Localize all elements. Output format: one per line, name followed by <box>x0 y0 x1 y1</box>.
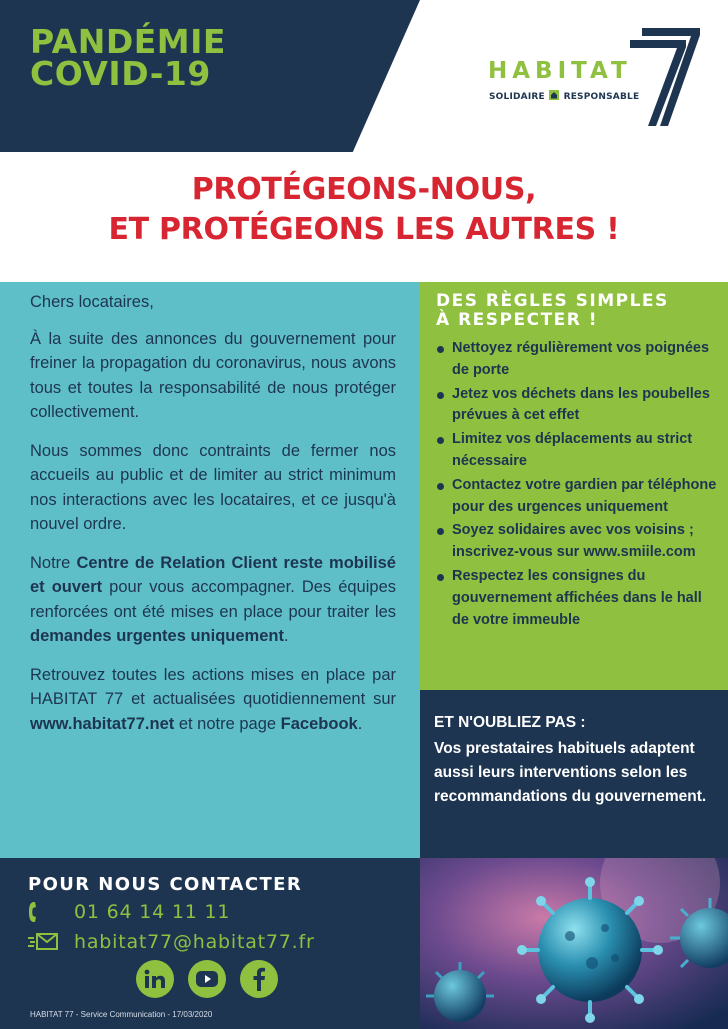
p3-bold-urgent: demandes urgentes uniquement <box>30 627 284 645</box>
logo-tagline <box>489 90 639 102</box>
p3-text-a: Notre <box>30 553 77 572</box>
rule-item: Contactez votre gardien par téléphone pour des urgences uniquement <box>436 475 722 519</box>
rules-title-line-2: À RESPECTER ! <box>436 310 599 330</box>
phone-number[interactable]: 01 64 14 11 11 <box>74 901 231 923</box>
reminder-title: ET N'OUBLIEZ PAS : <box>434 714 586 731</box>
rule-item: Limitez vos déplacements au strict nécessaire <box>436 429 722 473</box>
website-link[interactable]: www.habitat77.net <box>30 714 175 733</box>
title-line-2: COVID-19 <box>30 54 211 93</box>
reminder-text: Vos prestataires habituels adaptent aussi leurs interventions selon les recommandations du gouvernement. <box>434 740 707 805</box>
envelope-icon <box>28 930 62 954</box>
logo-tagline-left: SOLIDAIRE <box>489 92 545 102</box>
headline <box>0 170 728 250</box>
title-line-1: PANDÉMIE <box>30 22 226 61</box>
rule-item: Jetez vos déchets dans les poubelles prévues à cet effet <box>436 384 722 428</box>
rules-panel <box>420 282 728 690</box>
phone-icon <box>28 900 62 924</box>
rule-item: Respectez les consignes du gouvernement affichées dans le hall de votre immeuble <box>436 566 722 631</box>
facebook-icon[interactable] <box>240 960 278 998</box>
letter-paragraph-1: À la suite des annonces du gouvernement pour freiner la propagation du coronavirus, nous avons tous et toutes la responsabilité de nous protéger collectivement. <box>30 329 396 421</box>
rules-title-line-1: DES RÈGLES SIMPLES <box>436 291 669 311</box>
house-icon <box>549 90 559 100</box>
letter-paragraph-4 <box>30 663 396 737</box>
letter-body <box>30 290 396 750</box>
headline-line-2: ET PROTÉGEONS LES AUTRES ! <box>108 212 620 247</box>
email-address[interactable]: habitat77@habitat77.fr <box>74 931 315 953</box>
p4-text-e: . <box>357 714 363 733</box>
contact-title: POUR NOUS CONTACTER <box>28 874 303 895</box>
letter-panel <box>0 282 420 858</box>
headline-line-1: PROTÉGEONS-NOUS, <box>191 172 537 207</box>
p3-text-c: pour vous accompagner. Des équipes renforcées ont été mises en place pour traiter les <box>30 578 396 621</box>
p3-bold-crc: Centre de Relation Client reste mobilisé et ouvert <box>30 553 396 596</box>
virus-large <box>517 877 663 1023</box>
rules-title <box>436 292 669 330</box>
letter-paragraph-3 <box>30 551 396 649</box>
p4-text-a: Retrouvez toutes les actions mises en place par HABITAT 77 et actualisées quotidiennement sur <box>30 665 396 708</box>
habitat77-logo <box>488 30 708 130</box>
social-links <box>136 960 278 998</box>
contact-phone-row <box>28 900 230 924</box>
logo-word: HABITAT <box>488 58 632 84</box>
coronavirus-image <box>420 858 728 1029</box>
rule-item: Nettoyez régulièrement vos poignées de porte <box>436 338 722 382</box>
reminder-panel <box>420 690 728 858</box>
footer-credit: HABITAT 77 - Service Communication - 17/03/2020 <box>30 1010 213 1019</box>
rule-item: Soyez solidaires avec vos voisins ; inscrivez-vous sur www.smiile.com <box>436 520 722 564</box>
youtube-icon[interactable] <box>188 960 226 998</box>
contact-email-row <box>28 930 315 954</box>
letter-paragraph-2: Nous sommes donc contraints de fermer nos accueils au public et de limiter au strict minimum nos interactions avec les locataires, et ce jusqu'à nouvel ordre. <box>30 441 396 533</box>
logo-tagline-right: RESPONSABLE <box>563 92 640 102</box>
logo-77-mark <box>628 26 702 130</box>
p4-text-c: et notre page <box>174 714 281 733</box>
page-title <box>30 22 226 93</box>
rules-list <box>436 338 722 633</box>
letter-greeting: Chers locataires, <box>30 293 154 311</box>
header <box>0 0 728 152</box>
contact-panel <box>0 858 420 1029</box>
p3-text-e: . <box>283 627 289 645</box>
linkedin-icon[interactable] <box>136 960 174 998</box>
facebook-link[interactable]: Facebook <box>280 714 358 733</box>
